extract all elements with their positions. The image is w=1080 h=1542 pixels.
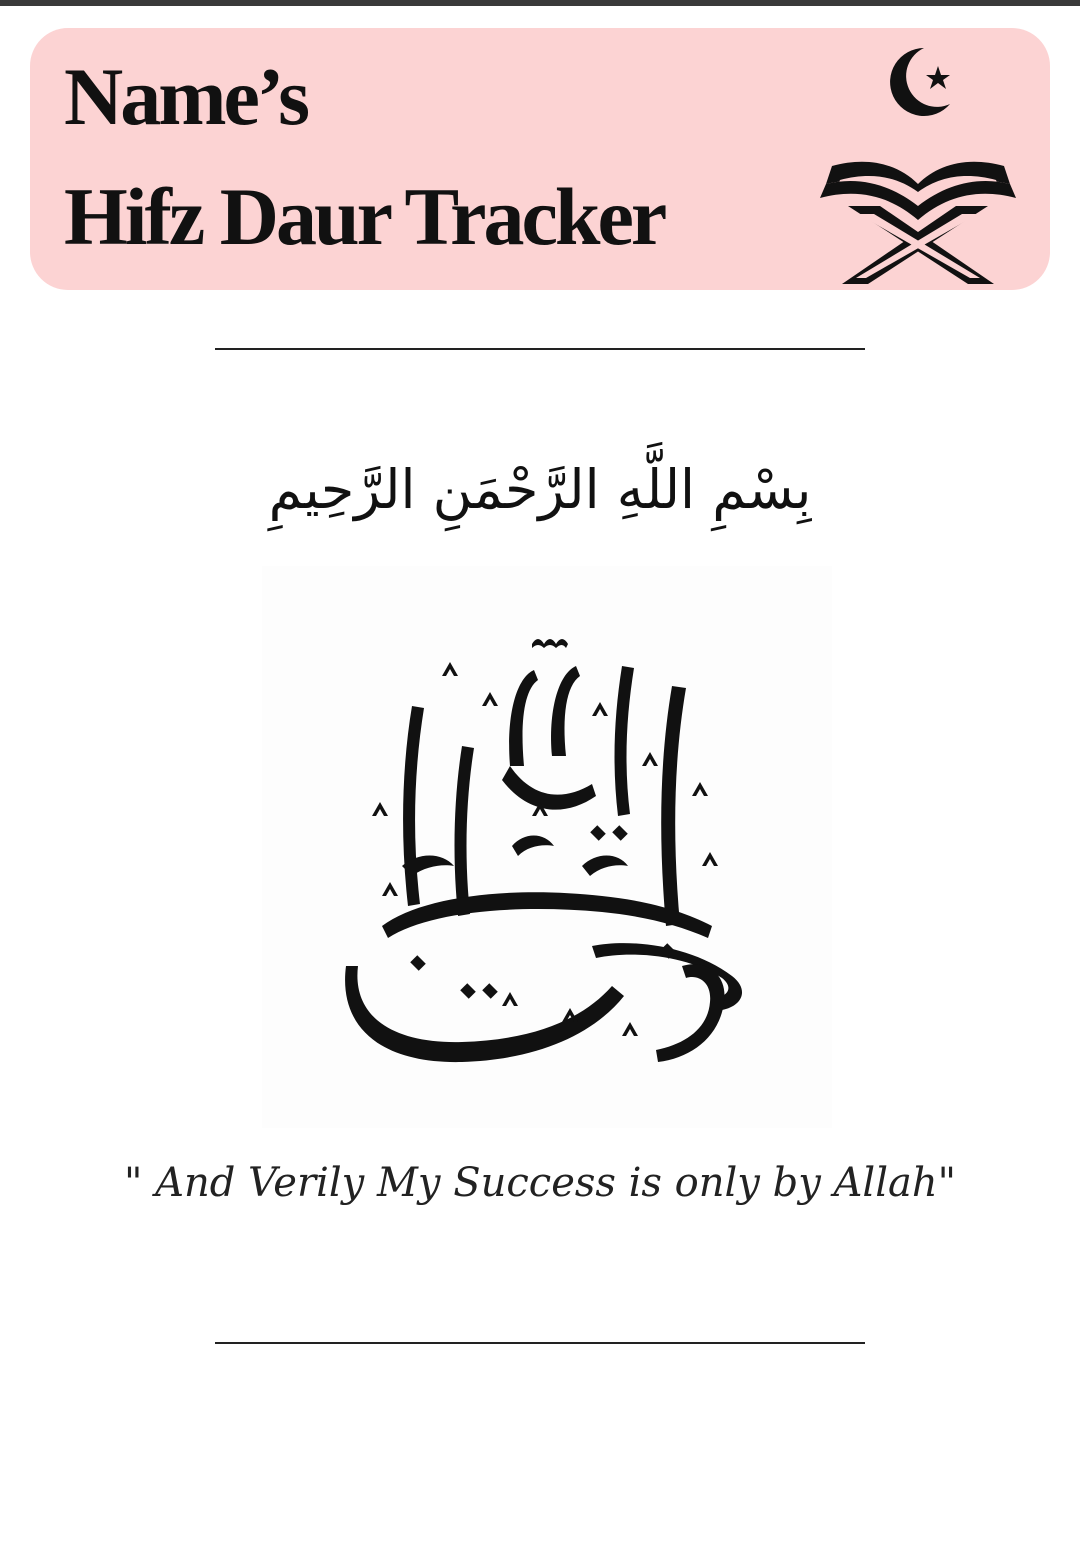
quran-on-stand-icon	[818, 144, 1018, 290]
title-line-tracker: Hifz Daur Tracker	[64, 171, 665, 262]
bottom-signature-line	[215, 1342, 865, 1344]
top-signature-line	[215, 348, 865, 350]
quote-translation: " And Verily My Success is only by Allah"	[123, 1160, 957, 1206]
crescent-star-icon	[880, 42, 960, 122]
top-border-strip	[0, 0, 1080, 6]
title-line-name: Name’s	[64, 51, 308, 142]
wa-ma-tawfiqi-calligraphy	[262, 566, 832, 1128]
bismillah-calligraphy: بِسْمِ اللَّهِ الرَّحْمَنِ الرَّحِيمِ	[268, 458, 812, 521]
header-banner	[30, 28, 1050, 290]
